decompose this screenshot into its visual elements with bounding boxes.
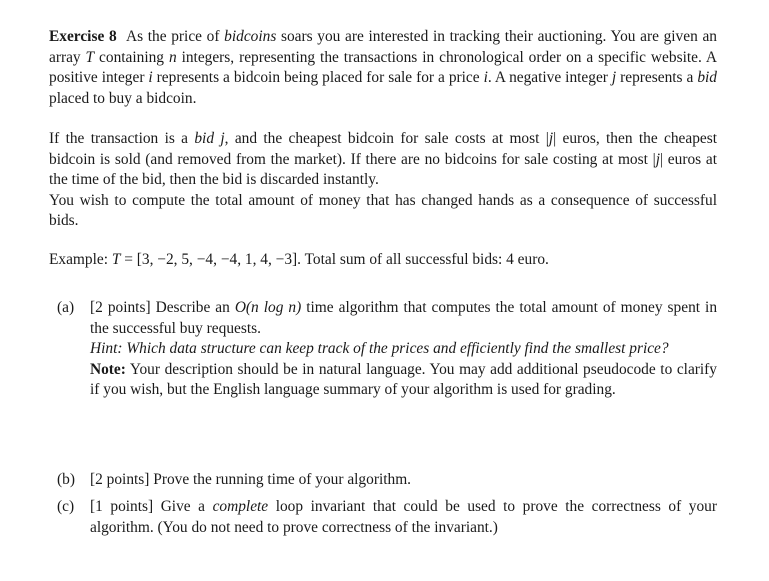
rules-goal: You wish to compute the total amount of money that has changed hands as a consequence of successful bids.: [49, 191, 717, 230]
part-c: [57, 497, 717, 538]
intro-text: represents a: [616, 69, 698, 87]
intro-text: containing: [94, 48, 169, 66]
part-a-body: [90, 298, 717, 401]
part-c-body: [90, 497, 717, 538]
note-label: Note:: [90, 360, 126, 378]
part-a-hint: Hint: Which data structure can keep track of the prices and efficiently find the smallest price?: [90, 340, 669, 358]
rules-bid-j: bid j: [194, 130, 225, 147]
part-c-text: [1 points] Give a: [90, 498, 213, 515]
rules-text: | euros at the time of the bid, then the bid is discarded instantly.: [49, 150, 717, 189]
part-b: [57, 470, 717, 491]
example-result: . Total sum of all successful bids: 4 euro.: [297, 251, 549, 268]
rules-text: , and the cheapest bidcoin for sale costs at most |: [224, 130, 549, 147]
part-c-complete: complete: [212, 498, 269, 515]
exercise-heading: Exercise 8: [49, 28, 117, 45]
rules-text: If the transaction is a: [49, 130, 195, 147]
intro-bid: bid: [697, 69, 717, 87]
intro-text: integers, representing the transactions in chronological order on a specific website. A positive integer: [49, 48, 717, 87]
math-var: j: [611, 69, 617, 87]
math-var: T: [85, 48, 95, 66]
intro-text: As the price of: [125, 28, 225, 45]
part-c-label: (c): [57, 498, 75, 515]
rules-text: | euros, then the cheapest bidcoin is sold (and removed from the market). If there are no bidcoins for sale costing at most |: [49, 130, 717, 168]
example-array: = [3, −2, 5, −4, −4, 1, 4, −3]: [120, 251, 298, 268]
example-line: [49, 250, 717, 271]
part-a-text: time algorithm that computes the total amount of money spent in the successful buy requests.: [90, 299, 718, 337]
note-text: Your description should be in natural language. You may add additional pseudocode to clarify if you wish, but the English language summary of your algorithm is used for grading.: [90, 360, 717, 399]
part-c-text: loop invariant that could be used to prove the correctness of your algorithm. (You do not need to prove correctness of the invariant.): [90, 498, 718, 536]
intro-text: . A negative integer: [487, 69, 612, 87]
rules-paragraph: [49, 129, 717, 232]
part-a: [57, 298, 717, 401]
part-a-label: (a): [57, 299, 75, 316]
math-var: i: [483, 69, 488, 87]
part-b-body: [2 points] Prove the running time of your algorithm.: [90, 471, 412, 488]
intro-bidcoins: bidcoins: [224, 28, 277, 45]
intro-text: represents a bidcoin being placed for sale for a price: [152, 69, 484, 87]
complexity: O(n log n): [234, 299, 302, 316]
part-b-label: (b): [57, 471, 75, 488]
exercise-intro: [49, 27, 717, 109]
intro-text: soars you are interested in tracking their auctioning. You are given an array: [49, 28, 717, 66]
math-var: T: [111, 251, 121, 268]
intro-text: placed to buy a bidcoin.: [49, 89, 197, 107]
math-var: j: [548, 130, 554, 147]
part-a-text: [2 points] Describe an: [90, 299, 235, 316]
example-label: Example:: [49, 251, 112, 268]
math-var: i: [148, 69, 153, 87]
math-var: n: [168, 48, 177, 66]
math-var: j: [655, 150, 660, 168]
